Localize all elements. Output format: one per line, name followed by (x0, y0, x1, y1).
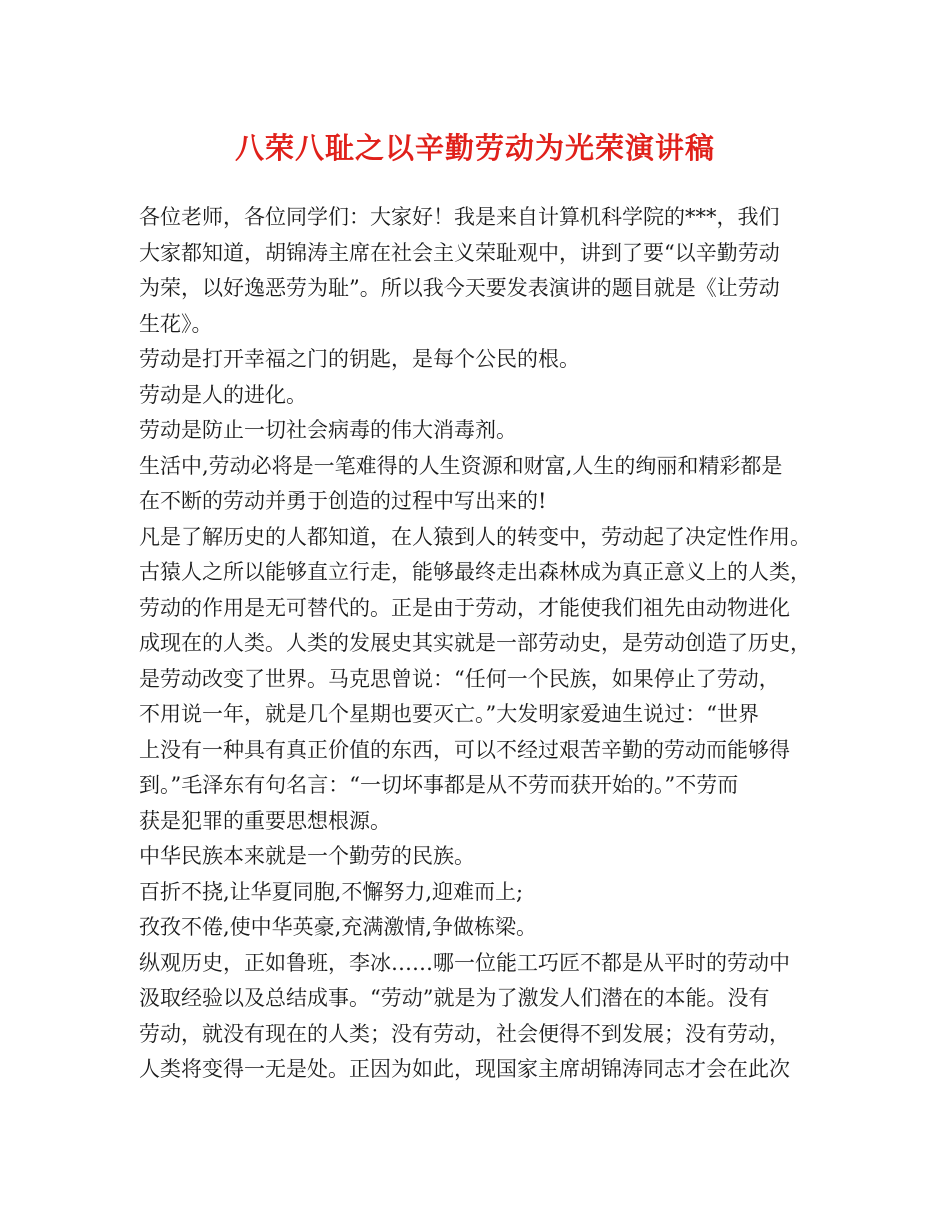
body-line: 孜孜不倦,使中华英豪,充满激情,争做栋梁。 (139, 915, 538, 939)
body-line: 生花》。 (139, 311, 213, 336)
body-line: 劳动，就没有现在的人类；没有劳动，社会便得不到发展；没有劳动， (139, 1021, 790, 1046)
body-line: 在不断的劳动并勇于创造的过程中写出来的! (139, 489, 547, 513)
body-line: 为荣，以好逸恶劳为耻”。所以我今天要发表演讲的题目就是《让劳动 (139, 276, 780, 300)
body-line: 获是犯罪的重要思想根源。 (139, 808, 391, 833)
body-line: 是劳动改变了世界。马克思曾说：“任何一个民族，如果停止了劳动， (139, 666, 780, 691)
body-line: 劳动是打开幸福之门的钥匙，是每个公民的根。 (139, 347, 580, 371)
body-line: 纵观历史，正如鲁班，李冰……哪一位能工巧匠不都是从平时的劳动中 (139, 950, 790, 975)
body-line: 不用说一年，就是几个星期也要灭亡。”大发明家爱迪生说过：“世界 (139, 702, 759, 726)
document-title: 八荣八耻之以辛勤劳动为光荣演讲稿 (234, 131, 715, 165)
body-line: 人类将变得一无是处。正因为如此，现国家主席胡锦涛同志才会在此次 (139, 1057, 790, 1081)
body-line: 中华民族本来就是一个勤劳的民族。 (139, 844, 475, 868)
body-line: 劳动的作用是无可替代的。正是由于劳动，才能使我们祖先由动物进化 (139, 595, 790, 620)
body-line: 汲取经验以及总结成事。“劳动”就是为了激发人们潜在的本能。没有 (139, 986, 770, 1010)
body-line: 古猿人之所以能够直立行走，能够最终走出森林成为真正意义上的人类， (139, 560, 811, 584)
body-line: 凡是了解历史的人都知道，在人猿到人的转变中，劳动起了决定性作用。 (139, 524, 811, 549)
document-body (139, 200, 819, 1088)
body-line: 各位老师，各位同学们：大家好！我是来自计算机科学院的***，我们 (139, 205, 780, 229)
body-line: 劳动是防止一切社会病毒的伟大消毒剂。 (139, 418, 517, 442)
body-line: 成现在的人类。人类的发展史其实就是一部劳动史，是劳动创造了历史， (139, 631, 811, 655)
body-line: 上没有一种具有真正价值的东西，可以不经过艰苦辛勤的劳动而能够得 (139, 737, 790, 762)
body-line: 到。”毛泽东有句名言：“一切坏事都是从不劳而获开始的。”不劳而 (139, 773, 739, 797)
body-line: 生活中,劳动必将是一笔难得的人生资源和财富,人生的绚丽和精彩都是 (139, 453, 783, 478)
body-line: 劳动是人的进化。 (139, 382, 307, 407)
body-line: 大家都知道，胡锦涛主席在社会主义荣耻观中，讲到了要“以辛勤劳动 (139, 240, 780, 265)
body-line: 百折不挠,让华夏同胞,不懈努力,迎难而上; (139, 879, 524, 904)
